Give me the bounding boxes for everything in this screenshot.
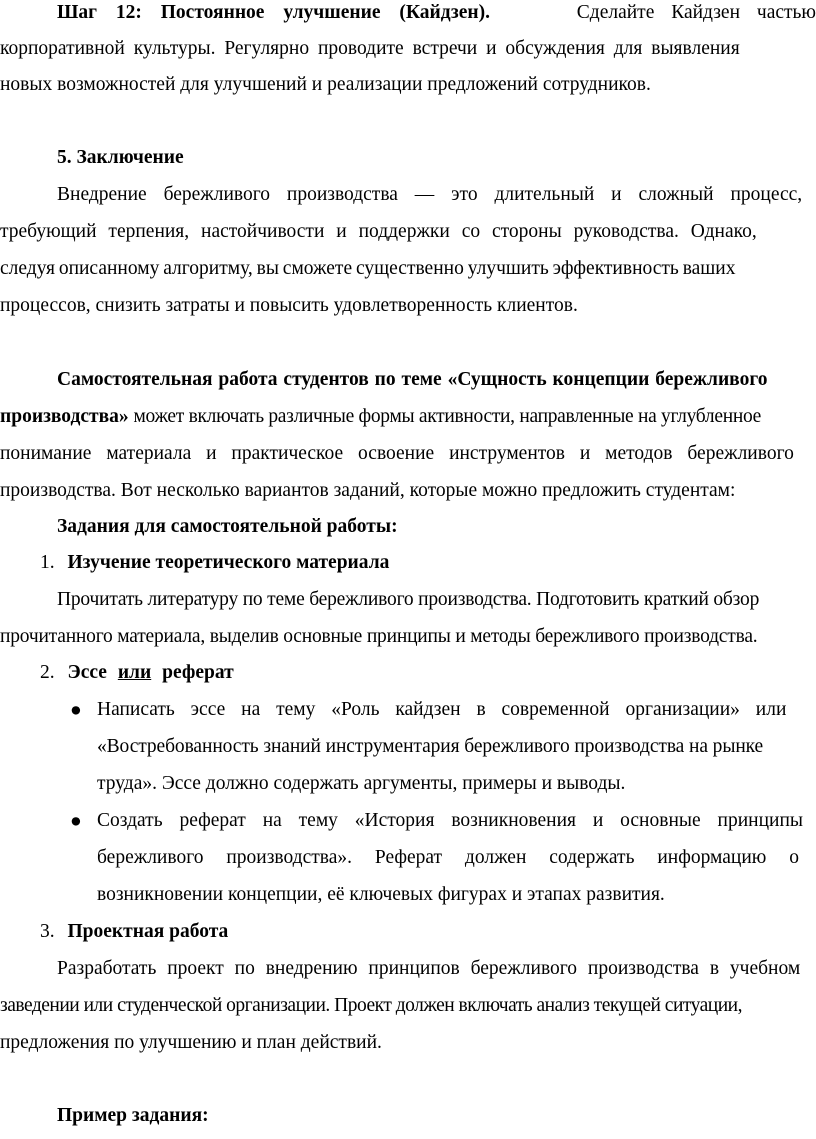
task-item-1-line1 xyxy=(57,587,816,613)
step12-text-2: корпоративной культуры. Регулярно проводите встречи и обсуждения для выявления xyxy=(0,38,740,59)
step12-text-3: новых возможностей для улучшений и реализации предложений сотрудников. xyxy=(0,74,651,95)
conclusion-line4 xyxy=(0,293,816,319)
list-number-3: 3. xyxy=(40,921,55,942)
bullet-2-line2 xyxy=(97,845,816,871)
conclusion-line3 xyxy=(0,256,816,282)
task-item-1-title xyxy=(40,550,816,576)
conclusion-line2 xyxy=(0,219,816,245)
bullet-2-line1 xyxy=(97,808,816,834)
task-item-3-text-1: Разработать проект по внедрению принципов бережливого производства в учебном xyxy=(57,958,801,979)
conclusion-heading-text: 5. Заключение xyxy=(57,147,184,168)
independent-line1 xyxy=(57,367,816,393)
task-item-1-line2 xyxy=(0,624,816,650)
task-item-2-heading-b: реферат xyxy=(162,662,234,683)
bullet-2-text-3: возникновении концепции, её ключевых фигурах и этапах развития. xyxy=(97,884,665,905)
tasks-heading-text: Задания для самостоятельной работы: xyxy=(57,516,398,537)
task-item-2-heading-a: Эссе xyxy=(67,662,107,683)
task-item-3-line1 xyxy=(57,956,816,982)
bullet-dot-icon: ● xyxy=(70,811,82,832)
task-item-1-heading: Изучение теоретического материала xyxy=(67,552,390,573)
task-item-2-heading-or: или xyxy=(117,662,152,683)
bullet-1-line1 xyxy=(97,697,816,723)
bullet-2-text-2: бережливого производства». Реферат должен содержать информацию о xyxy=(97,847,799,868)
task-item-3-heading: Проектная работа xyxy=(67,921,229,942)
example-heading-text: Пример задания: xyxy=(57,1105,209,1126)
independent-text-4: производства. Вот несколько вариантов заданий, которые можно предложить студентам: xyxy=(0,480,736,501)
step12-line2 xyxy=(0,36,816,62)
task-item-3-line3 xyxy=(0,1030,816,1056)
bullet-1-text-2: «Востребованность знаний инструментария бережливого производства на рынке xyxy=(97,736,764,757)
conclusion-text-1: Внедрение бережливого производства — это длительный и сложный процесс, xyxy=(57,184,803,205)
independent-heading-1: Самостоятельная работа студентов по теме «Сущность концепции бережливого xyxy=(57,369,768,390)
independent-line2 xyxy=(0,404,816,430)
independent-heading-2: производства» xyxy=(0,406,129,427)
step12-heading: Шаг 12: Постоянное улучшение (Кайдзен). xyxy=(57,2,490,23)
task-item-1-text-2: прочитанного материала, выделив основные принципы и методы бережливого производства. xyxy=(0,626,758,647)
bullet-2-line3 xyxy=(97,882,816,908)
bullet-1-line2 xyxy=(97,734,816,760)
list-number-2: 2. xyxy=(40,662,55,683)
step12-text: Сделайте Кайдзен частью xyxy=(576,2,816,23)
example-heading xyxy=(57,1103,816,1129)
conclusion-text-3: следуя описанному алгоритму, вы сможете существенно улучшить эффективность ваших xyxy=(0,258,736,279)
task-item-3-text-2: заведении или студенческой организации. Проект должен включать анализ текущей ситуации, xyxy=(0,995,742,1016)
step12-line3 xyxy=(0,72,816,98)
task-item-2-title xyxy=(40,660,816,686)
conclusion-heading xyxy=(57,145,816,171)
task-item-3-title xyxy=(40,919,816,945)
step12-line1 xyxy=(0,0,816,26)
conclusion-line1 xyxy=(57,182,816,208)
task-item-1-text-1: Прочитать литературу по теме бережливого производства. Подготовить краткий обзор xyxy=(57,589,760,610)
list-number-1: 1. xyxy=(40,552,55,573)
task-item-3-line2 xyxy=(0,993,816,1019)
bullet-1-text-1: Написать эссе на тему «Роль кайдзен в современной организации» или xyxy=(97,699,787,720)
conclusion-text-2: требующий терпения, настойчивости и поддержки со стороны руководства. Однако, xyxy=(0,221,757,242)
independent-line3 xyxy=(0,441,816,467)
independent-line4 xyxy=(0,478,816,504)
tasks-heading xyxy=(57,514,816,540)
bullet-dot-icon: ● xyxy=(70,700,82,721)
bullet-2-text-1: Создать реферат на тему «История возникновения и основные принципы xyxy=(97,810,803,831)
independent-text-2: может включать различные формы активности, направленные на углубленное xyxy=(133,406,762,427)
bullet-1-line3 xyxy=(97,771,816,797)
conclusion-text-4: процессов, снизить затраты и повысить удовлетворенность клиентов. xyxy=(0,295,578,316)
task-item-3-text-3: предложения по улучшению и план действий. xyxy=(0,1032,382,1053)
independent-text-3: понимание материала и практическое освоение инструментов и методов бережливого xyxy=(0,443,794,464)
bullet-1-text-3: труда». Эссе должно содержать аргументы, примеры и выводы. xyxy=(97,773,626,794)
